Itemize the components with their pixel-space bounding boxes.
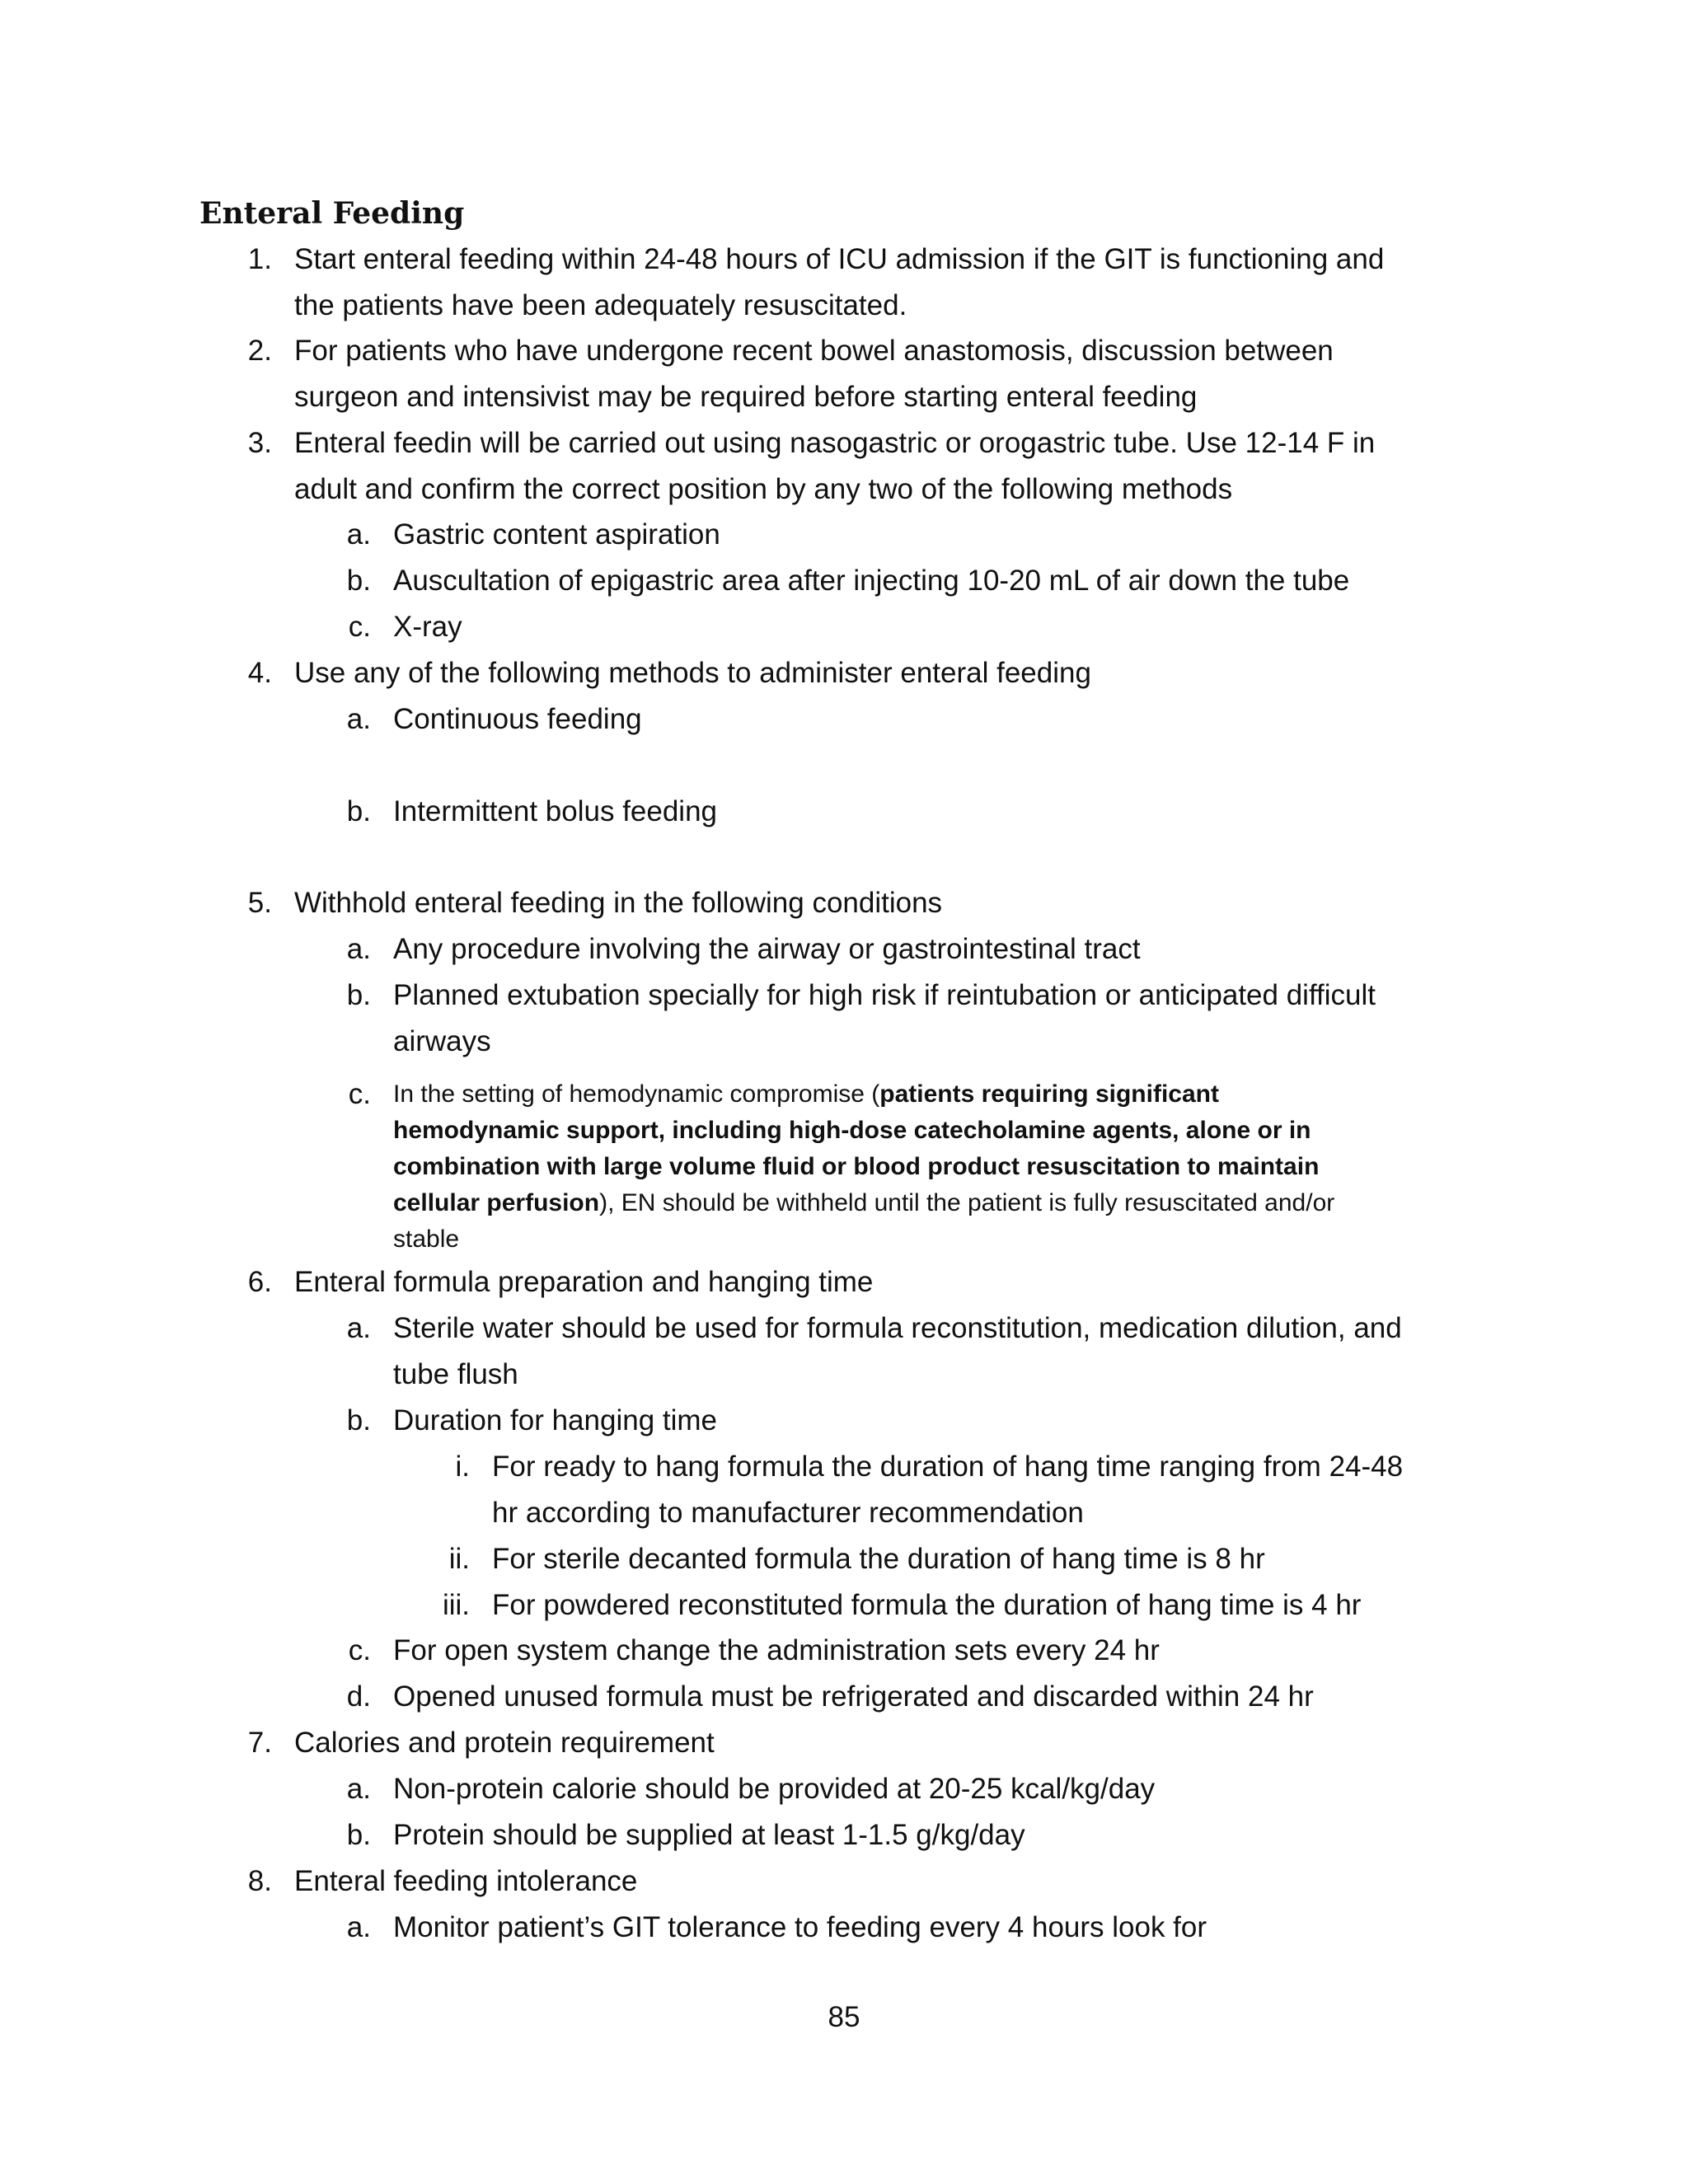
plain-text: stable xyxy=(393,1226,460,1253)
list-marker: 3. xyxy=(247,427,272,459)
sub-list-marker: a. xyxy=(346,1312,371,1344)
bold-text: combination with large volume fluid or blood product resuscitation to maintain xyxy=(393,1153,1320,1180)
sub-list-marker: b. xyxy=(346,1819,371,1851)
sub-list-marker: a. xyxy=(346,703,371,735)
list-marker: 5. xyxy=(247,887,272,919)
sub-list-item-text: Gastric content aspiration xyxy=(393,518,720,551)
list-item-text: Use any of the following methods to administer enteral feeding xyxy=(294,657,1091,689)
sub-list-item-text xyxy=(393,1185,1334,1221)
sub-list-marker: b. xyxy=(346,565,371,597)
sub-list-marker: c. xyxy=(348,1078,371,1110)
sub-list-item-text: Auscultation of epigastric area after injecting 10-20 mL of air down the tube xyxy=(393,565,1350,597)
sub-list-marker: a. xyxy=(346,933,371,965)
list-marker: 4. xyxy=(247,657,272,689)
sub-list-marker: a. xyxy=(346,1773,371,1805)
sub-list-item-text: Non-protein calorie should be provided at 20-25 kcal/kg/day xyxy=(393,1773,1156,1805)
list-item-text: For patients who have undergone recent bowel anastomosis, discussion between xyxy=(294,335,1334,367)
sub-list-item-text: Monitor patient’s GIT tolerance to feeding every 4 hours look for xyxy=(393,1911,1207,1943)
sub-sub-list-marker: i. xyxy=(455,1451,470,1483)
plain-text: In the setting of hemodynamic compromise ( xyxy=(393,1080,880,1108)
list-item-text: Withhold enteral feeding in the following conditions xyxy=(294,887,943,919)
sub-list-item-text: Duration for hanging time xyxy=(393,1404,717,1436)
sub-list-item-text: airways xyxy=(393,1025,491,1057)
bold-text: patients requiring significant xyxy=(879,1080,1219,1108)
sub-list-item-text xyxy=(393,1149,1319,1185)
sub-sub-list-item-text: For sterile decanted formula the duration of hang time is 8 hr xyxy=(492,1543,1265,1575)
sub-list-item-text: X-ray xyxy=(393,611,462,643)
sub-list-marker: b. xyxy=(346,1404,371,1436)
sub-list-marker: d. xyxy=(346,1680,371,1713)
list-marker: 6. xyxy=(247,1266,272,1298)
sub-list-item-text: For open system change the administration sets every 24 hr xyxy=(393,1634,1160,1666)
sub-list-item-text: tube flush xyxy=(393,1358,518,1390)
list-marker: 7. xyxy=(247,1727,272,1759)
sub-list-item-text: Opened unused formula must be refrigerated and discarded within 24 hr xyxy=(393,1680,1314,1713)
list-marker: 1. xyxy=(247,243,272,275)
list-item-text: Enteral formula preparation and hanging time xyxy=(294,1266,874,1298)
sub-sub-list-item-text: hr according to manufacturer recommendation xyxy=(492,1497,1084,1529)
section-heading: Enteral Feeding xyxy=(199,196,465,231)
plain-text: ), EN should be withheld until the patient is fully resuscitated and/or xyxy=(599,1189,1335,1216)
list-marker: 8. xyxy=(247,1865,272,1897)
list-item-text: adult and confirm the correct position by any two of the following methods xyxy=(294,473,1233,505)
sub-list-item-text xyxy=(393,1113,1311,1149)
sub-list-item-text: Intermittent bolus feeding xyxy=(393,795,718,827)
sub-sub-list-item-text: For powdered reconstituted formula the duration of hang time is 4 hr xyxy=(492,1589,1362,1621)
list-item-text: Start enteral feeding within 24-48 hours of ICU admission if the GIT is functioning and xyxy=(294,243,1385,275)
sub-sub-list-item-text: For ready to hang formula the duration of hang time ranging from 24-48 xyxy=(492,1451,1404,1483)
sub-list-marker: b. xyxy=(346,979,371,1011)
sub-list-marker: c. xyxy=(348,1634,371,1666)
list-item-text: Enteral feeding intolerance xyxy=(294,1865,638,1897)
sub-sub-list-marker: ii. xyxy=(448,1543,470,1575)
sub-list-marker: b. xyxy=(346,795,371,827)
sub-list-item-text: Continuous feeding xyxy=(393,703,642,735)
sub-list-item-text xyxy=(393,1076,1219,1113)
list-item-text: Calories and protein requirement xyxy=(294,1727,715,1759)
sub-list-item-text: Planned extubation specially for high risk if reintubation or anticipated difficult xyxy=(393,979,1376,1011)
list-item-text: Enteral feedin will be carried out using nasogastric or orogastric tube. Use 12-14 F in xyxy=(294,427,1376,459)
sub-list-item-text xyxy=(393,1221,459,1258)
sub-list-item-text: Any procedure involving the airway or gastrointestinal tract xyxy=(393,933,1141,965)
list-item-text: surgeon and intensivist may be required before starting enteral feeding xyxy=(294,381,1198,413)
sub-list-item-text: Protein should be supplied at least 1-1.5 g/kg/day xyxy=(393,1819,1025,1851)
list-item-text: the patients have been adequately resuscitated. xyxy=(294,289,907,321)
bold-text: cellular perfusion xyxy=(393,1189,600,1216)
sub-list-marker: a. xyxy=(346,1911,371,1943)
bold-text: hemodynamic support, including high-dose catecholamine agents, alone or in xyxy=(393,1117,1311,1144)
sub-sub-list-marker: iii. xyxy=(442,1589,470,1621)
list-marker: 2. xyxy=(247,335,272,367)
sub-list-item-text: Sterile water should be used for formula reconstitution, medication dilution, and xyxy=(393,1312,1402,1344)
sub-list-marker: c. xyxy=(348,611,371,643)
page-number: 85 xyxy=(828,2001,860,2033)
sub-list-marker: a. xyxy=(346,518,371,551)
